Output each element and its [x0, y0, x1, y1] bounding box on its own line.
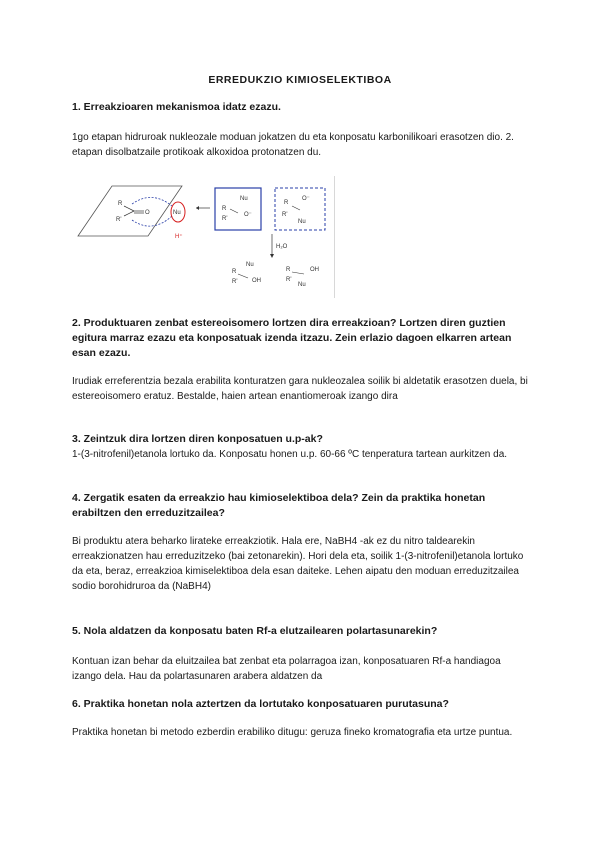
label-h-plus: H⁺	[175, 234, 183, 240]
label-oh-p1: OH	[252, 278, 261, 284]
question-2: 2. Produktuaren zenbat estereoisomero lortzen dira erreakzioan? Lortzen diren guztien egitura marraz ezazu eta konposatuak izenda itzazu. Zein erlazio dagoen elkarren artean esan ezazu.	[72, 317, 512, 359]
label-o-box2: O⁻	[302, 196, 310, 202]
label-nu-box2: Nu	[298, 219, 306, 225]
label-r-p1: R	[232, 269, 237, 275]
label-r-box1: R	[222, 206, 227, 212]
label-nu: Nu	[173, 210, 181, 216]
label-oh-p2: OH	[310, 267, 319, 273]
label-r-box2: R	[284, 200, 289, 206]
p1-bond	[238, 274, 248, 278]
label-o-box1: O⁻	[244, 212, 252, 218]
reaction-mechanism-figure	[72, 176, 335, 298]
label-r2: R'	[116, 217, 122, 223]
answer-1: 1go etapan hidruroak nukleozale moduan jokatzen du eta konposatu karbonilikoari erasotzen dio. 2. etapan disolbatzaile protikoak alkoxidoa protonatzen du.	[72, 132, 514, 158]
bond-1	[124, 206, 134, 211]
label-r1: R	[118, 201, 123, 207]
arrow-head	[196, 206, 199, 210]
label-nu-box1: Nu	[240, 196, 248, 202]
label-o: O	[145, 210, 150, 216]
answer-4: Bi produktu atera beharko lirateke erreakziotik. Hala ere, NaBH4 -ak ez du nitro taldearekin erreakzionatzen hau erreduzitzeko (bai zetonarekin). Hori dela eta, soilik 1-(3-nitrofenil)etanola lortuko da eta, beraz, erreakzioa kimiselektiboa dela esan daiteke. Lehen aipatu den moduan erreduzitzailea sodio borohidruroa da (NaBH4)	[72, 536, 524, 592]
bond-2	[124, 211, 134, 216]
label-r2-p2: R'	[286, 277, 292, 283]
label-r2-box2: R'	[282, 212, 288, 218]
label-nu-p2: Nu	[298, 282, 306, 288]
box2-bond	[292, 206, 300, 210]
question-3: 3. Zeintzuk dira lortzen diren konposatuen u.p-ak?	[72, 433, 323, 445]
label-r-p2: R	[286, 267, 291, 273]
label-r2-p1: R'	[232, 279, 238, 285]
label-r2-box1: R'	[222, 216, 228, 222]
answer-5: Kontuan izan behar da eluitzailea bat zenbat eta polarragoa izan, konposatuaren Rf-a handiagoa izango dela. Hau da polartasunaren arabera aldatzen da	[72, 656, 501, 682]
question-6: 6. Praktika honetan nola aztertzen da lortutako konposatuaren purutasuna?	[72, 698, 449, 710]
attack-arrow-bottom	[132, 216, 172, 226]
document-title: ERREDUKZIO KIMIOSELEKTIBOA	[208, 74, 392, 86]
label-h2o: H₂O	[276, 244, 288, 250]
answer-3: 1-(3-nitrofenil)etanola lortuko da. Konposatu honen u.p. 60-66 ºC tenperatura tartean aurkitzen da.	[72, 449, 508, 460]
attack-arrow-top	[132, 197, 172, 206]
question-4: 4. Zergatik esaten da erreakzio hau kimioselektiboa dela? Zein da praktika honetan erabiltzen den erreduzitzailea?	[72, 492, 486, 519]
question-1: 1. Erreakzioaren mekanismoa idatz ezazu.	[72, 101, 281, 113]
label-nu-p1: Nu	[246, 262, 254, 268]
down-arrow-head	[270, 254, 274, 258]
box1-bond	[230, 209, 238, 213]
p2-bond	[292, 272, 304, 274]
plane-shape	[78, 186, 182, 236]
answer-2: Irudiak erreferentzia bezala erabilita konturatzen gara nukleozalea soilik bi aldetatik erasotzen duela, bi estereoisomero eratuz. Bestalde, haien artean enantiomeroak izango dira	[72, 376, 528, 402]
answer-6: Praktika honetan bi metodo ezberdin erabiliko ditugu: geruza fineko kromatografia eta urtze puntua.	[72, 727, 513, 738]
question-5: 5. Nola aldatzen da konposatu baten Rf-a elutzailearen polartasunarekin?	[72, 625, 438, 637]
